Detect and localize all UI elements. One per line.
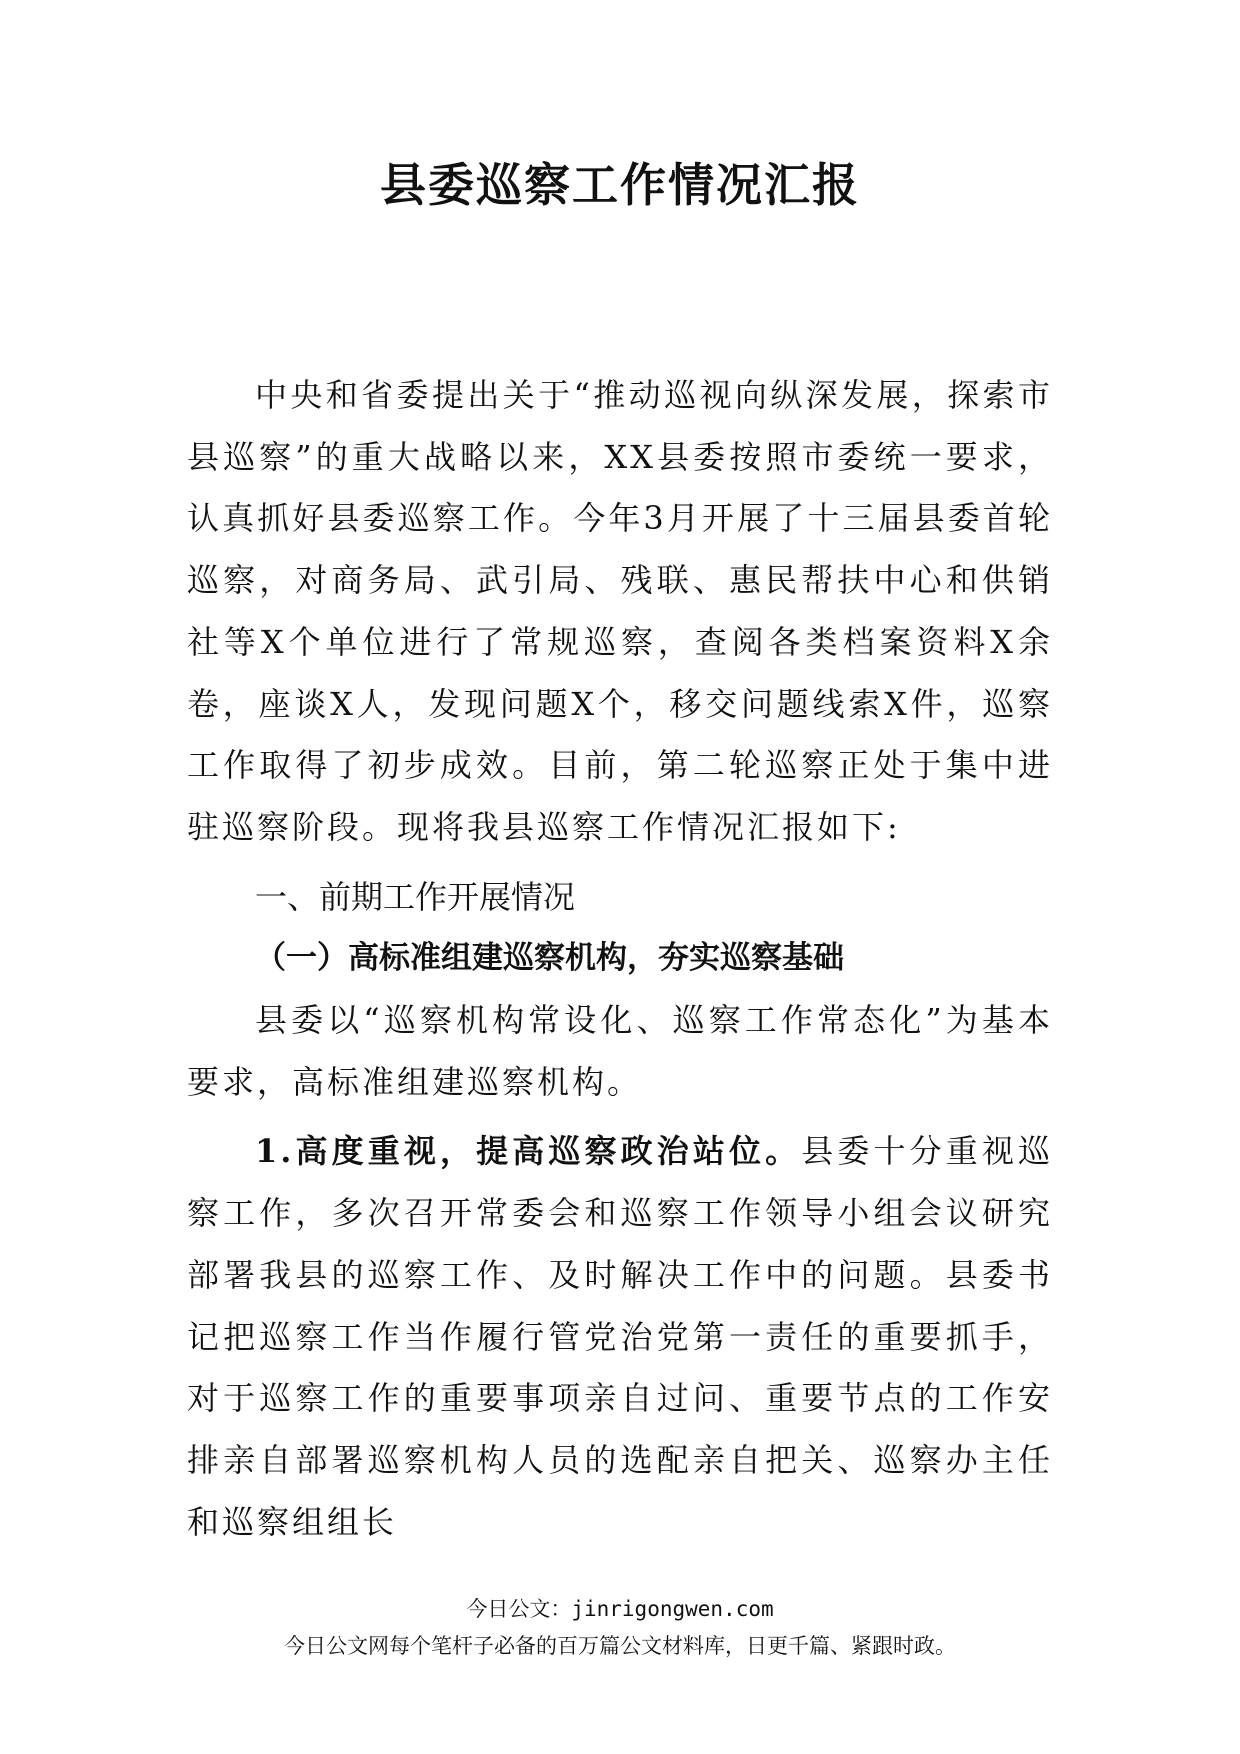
point-lead: 1.高度重视，提高巡察政治站位。 [255,1132,802,1171]
document-title: 县委巡察工作情况汇报 [380,158,860,212]
footer-slogan: 今日公文网每个笔杆子必备的百万篇公文材料库，日更千篇、紧跟时政。 [284,1634,956,1658]
section-heading: 一、前期工作开展情况 [255,877,576,916]
subsection-paragraph: 县委以“巡察机构常设化、巡察工作常态化”为基本要求，高标准组建巡察机构。 [187,1001,1053,1101]
document-body [187,365,1053,1553]
subsection-heading: （一）高标准组建巡察机构，夯实巡察基础 [255,940,844,977]
point-paragraph [187,1121,1053,1553]
footer-site-line [0,1593,1240,1623]
point-text: 县委十分重视巡察工作，多次召开常委会和巡察工作领导小组会议研究部署我县的巡察工作、及时解决工作中的问题。县委书记把巡察工作当作履行管党治党第一责任的重要抓手，对于巡察工作的重要事项亲自过问、重要节点的工作安排亲自部署巡察机构人员的选配亲自把关、巡察办主任和巡察组组长 [187,1132,1053,1541]
footer-site-link[interactable]: jinrigongwen.com [571,1597,774,1621]
footer-site-label: 今日公文： [466,1597,572,1621]
intro-paragraph: 中央和省委提出关于“推动巡视向纵深发展，探索市县巡察”的重大战略以来，XX县委按照市委统一要求，认真抓好县委巡察工作。今年3月开展了十三届县委首轮巡察，对商务局、武引局、残联、惠民帮扶中心和供销社等X个单位进行了常规巡察，查阅各类档案资料X余卷，座谈X人，发现问题X个，移交问题线索X件，巡察工作取得了初步成效。目前，第二轮巡察正处于集中进驻巡察阶段。现将我县巡察工作情况汇报如下: [187,376,1053,846]
